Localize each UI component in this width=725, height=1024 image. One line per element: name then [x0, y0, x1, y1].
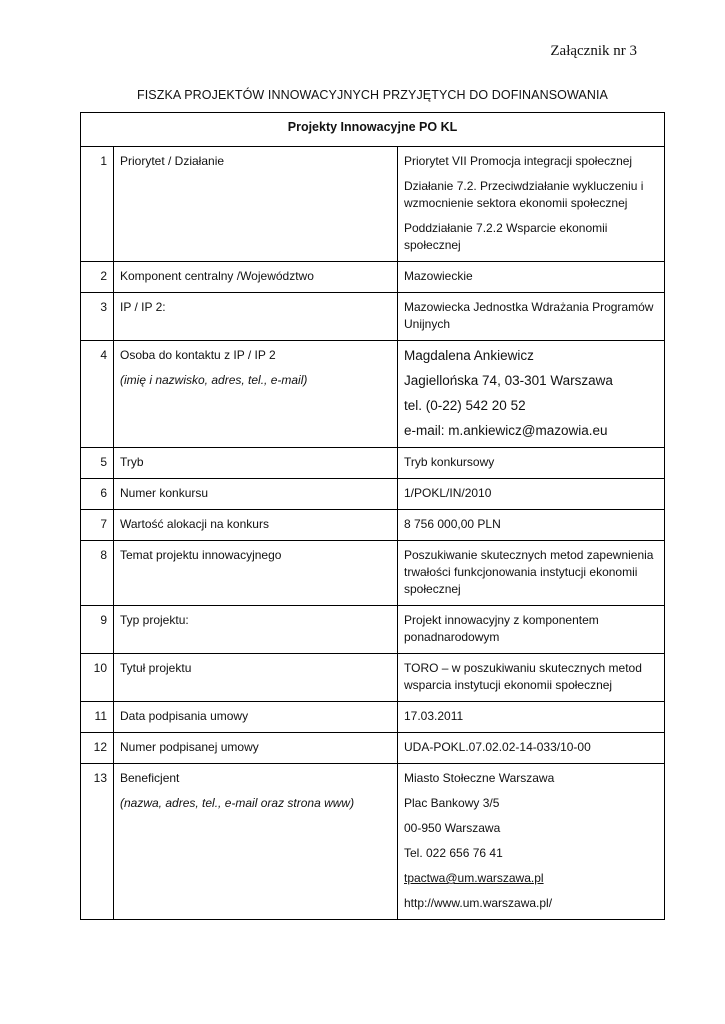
- row-label: IP / IP 2:: [114, 293, 398, 341]
- annex-label: Załącznik nr 3: [550, 43, 637, 59]
- table-row: [81, 606, 665, 654]
- row-value: [398, 510, 665, 541]
- row-number: 6: [81, 479, 114, 510]
- row-value: [398, 606, 665, 654]
- row-label: Tytuł projektu: [114, 654, 398, 702]
- table-row: [81, 654, 665, 702]
- value-line: Priorytet VII Promocja integracji społecznej: [404, 154, 633, 168]
- project-table: [80, 112, 665, 920]
- row-value: [398, 448, 665, 479]
- row-number: 5: [81, 448, 114, 479]
- value-line: Poddziałanie 7.2.2 Wsparcie ekonomii społecznej: [404, 221, 608, 252]
- row-value: [398, 541, 665, 606]
- table-row: [81, 262, 665, 293]
- row-value: [398, 733, 665, 764]
- beneficiary-website: http://www.um.warszawa.pl/: [404, 896, 553, 910]
- row-label: Data podpisania umowy: [114, 702, 398, 733]
- row-number: 8: [81, 541, 114, 606]
- table-row: [81, 479, 665, 510]
- row-label: [114, 764, 398, 920]
- value-line: Poszukiwanie skutecznych metod zapewnienia trwałości funkcjonowania instytucji ekonomii społecznej: [404, 548, 654, 596]
- row-value: [398, 293, 665, 341]
- row-number: 2: [81, 262, 114, 293]
- row-value: [398, 147, 665, 262]
- beneficiary-name: Miasto Stołeczne Warszawa: [404, 771, 555, 785]
- row-value: [398, 479, 665, 510]
- row-number: 3: [81, 293, 114, 341]
- value-line: Projekt innowacyjny z komponentem ponadnarodowym: [404, 613, 599, 644]
- row-sublabel: (imię i nazwisko, adres, tel., e-mail): [120, 373, 308, 387]
- row-label: Numer podpisanej umowy: [114, 733, 398, 764]
- value-line: Mazowiecka Jednostka Wdrażania Programów Unijnych: [404, 300, 654, 331]
- row-number: 1: [81, 147, 114, 262]
- contact-email: e-mail: m.ankiewicz@mazowia.eu: [404, 423, 608, 438]
- table-heading-row: [81, 113, 665, 147]
- row-label: Typ projektu:: [114, 606, 398, 654]
- value-line: 17.03.2011: [404, 709, 464, 723]
- table-row: [81, 733, 665, 764]
- value-line: 1/POKL/IN/2010: [404, 486, 492, 500]
- row-value: [398, 262, 665, 293]
- table-row: [81, 764, 665, 920]
- table-row: [81, 541, 665, 606]
- row-label-text: Beneficjent: [120, 771, 180, 785]
- row-value: [398, 764, 665, 920]
- table-row: [81, 448, 665, 479]
- beneficiary-phone: Tel. 022 656 76 41: [404, 846, 503, 860]
- contact-name: Magdalena Ankiewicz: [404, 348, 534, 363]
- value-line: TORO – w poszukiwaniu skutecznych metod wsparcia instytucji ekonomii społecznej: [404, 661, 642, 692]
- value-line: UDA-POKL.07.02.02-14-033/10-00: [404, 740, 591, 754]
- row-number: 12: [81, 733, 114, 764]
- row-value: [398, 702, 665, 733]
- value-line: Działanie 7.2. Przeciwdziałanie wykluczeniu i wzmocnienie sektora ekonomii społecznej: [404, 179, 644, 210]
- row-label: [114, 341, 398, 448]
- contact-address: Jagiellońska 74, 03-301 Warszawa: [404, 373, 613, 388]
- value-line: Tryb konkursowy: [404, 455, 495, 469]
- value-line: Mazowieckie: [404, 269, 473, 283]
- row-sublabel: (nazwa, adres, tel., e-mail oraz strona www): [120, 796, 355, 810]
- beneficiary-city: 00-950 Warszawa: [404, 821, 501, 835]
- row-number: 4: [81, 341, 114, 448]
- row-label: Priorytet / Działanie: [114, 147, 398, 262]
- row-label: Komponent centralny /Województwo: [114, 262, 398, 293]
- beneficiary-email-para: [404, 870, 658, 887]
- document-title: FISZKA PROJEKTÓW INNOWACYJNYCH PRZYJĘTYCH DO DOFINANSOWANIA: [137, 88, 608, 102]
- table-row: [81, 341, 665, 448]
- row-number: 7: [81, 510, 114, 541]
- row-number: 9: [81, 606, 114, 654]
- row-number: 11: [81, 702, 114, 733]
- row-number: 13: [81, 764, 114, 920]
- row-label: Wartość alokacji na konkurs: [114, 510, 398, 541]
- row-label-text: Osoba do kontaktu z IP / IP 2: [120, 348, 276, 362]
- row-value: [398, 654, 665, 702]
- row-label: Numer konkursu: [114, 479, 398, 510]
- row-label: Tryb: [114, 448, 398, 479]
- row-label: Temat projektu innowacyjnego: [114, 541, 398, 606]
- value-line: 8 756 000,00 PLN: [404, 517, 501, 531]
- table-row: [81, 702, 665, 733]
- table-row: [81, 293, 665, 341]
- row-number: 10: [81, 654, 114, 702]
- table-row: [81, 510, 665, 541]
- beneficiary-street: Plac Bankowy 3/5: [404, 796, 500, 810]
- row-value: [398, 341, 665, 448]
- table-heading: Projekty Innowacyjne PO KL: [81, 113, 665, 147]
- table-row: [81, 147, 665, 262]
- beneficiary-email-link[interactable]: tpactwa@um.warszawa.pl: [404, 871, 544, 885]
- contact-phone: tel. (0-22) 542 20 52: [404, 398, 526, 413]
